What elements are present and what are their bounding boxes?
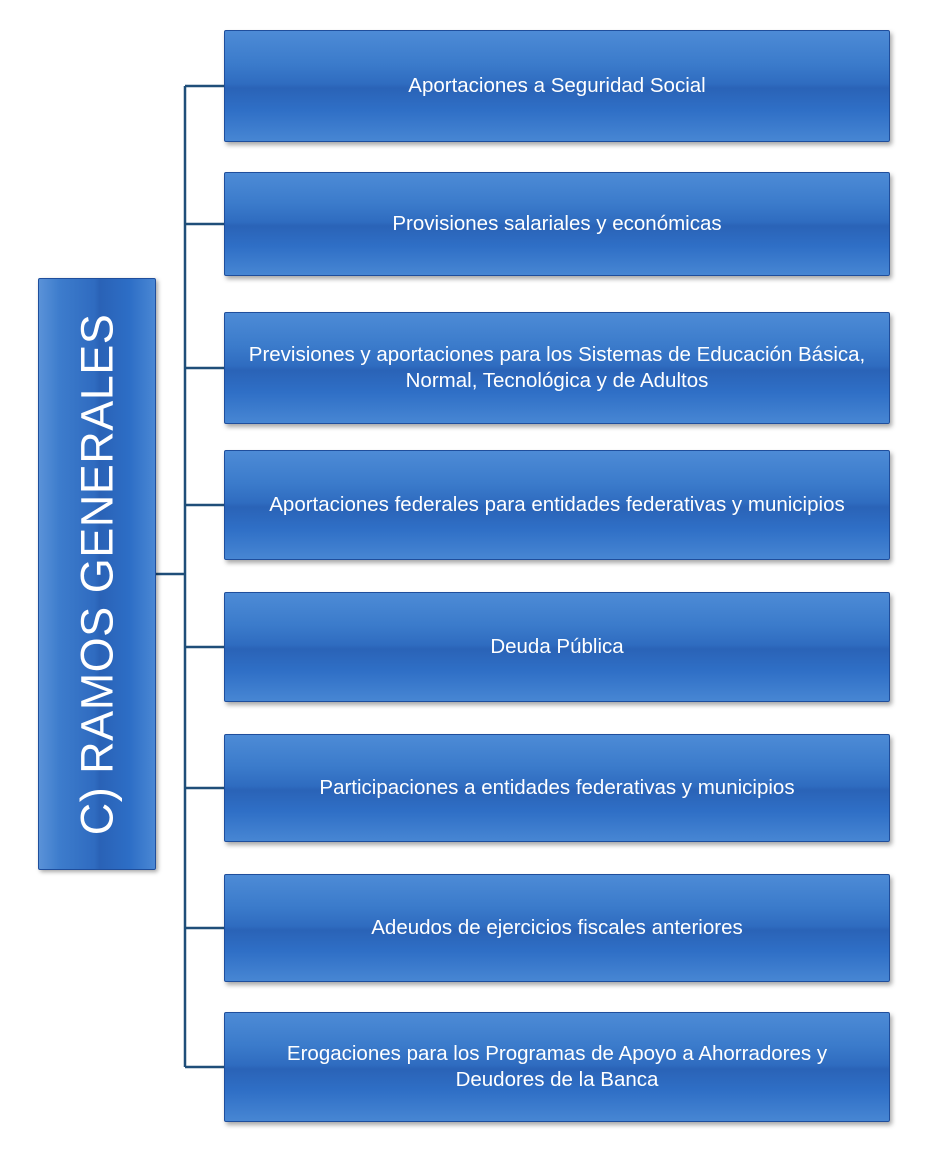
node-aportaciones-federales[interactable] — [224, 450, 890, 560]
node-label: Deuda Pública — [490, 634, 624, 658]
node-provisiones-salariales[interactable] — [224, 172, 890, 276]
node-label: Adeudos de ejercicios fiscales anteriores — [371, 915, 743, 939]
node-deuda-publica[interactable] — [224, 592, 890, 702]
node-label: Aportaciones a Seguridad Social — [408, 73, 706, 97]
root-node-label: C) RAMOS GENERALES — [71, 313, 123, 835]
root-node[interactable] — [38, 278, 156, 870]
node-label: Aportaciones federales para entidades federativas y municipios — [269, 492, 845, 516]
node-erogaciones-apoyo-ahorradores[interactable] — [224, 1012, 890, 1122]
node-adeudos-ejercicios-fiscales[interactable] — [224, 874, 890, 982]
node-previsiones-educacion[interactable] — [224, 312, 890, 424]
node-aportaciones-seguridad-social[interactable] — [224, 30, 890, 142]
node-label: Erogaciones para los Programas de Apoyo a Ahorradores y Deudores de la Banca — [286, 1041, 828, 1091]
node-participaciones-entidades[interactable] — [224, 734, 890, 842]
node-label: Previsiones y aportaciones para los Sistemas de Educación Básica, Normal, Tecnológica y de Adultos — [248, 342, 866, 392]
node-label: Provisiones salariales y económicas — [392, 211, 722, 235]
node-label: Participaciones a entidades federativas y municipios — [319, 775, 795, 799]
